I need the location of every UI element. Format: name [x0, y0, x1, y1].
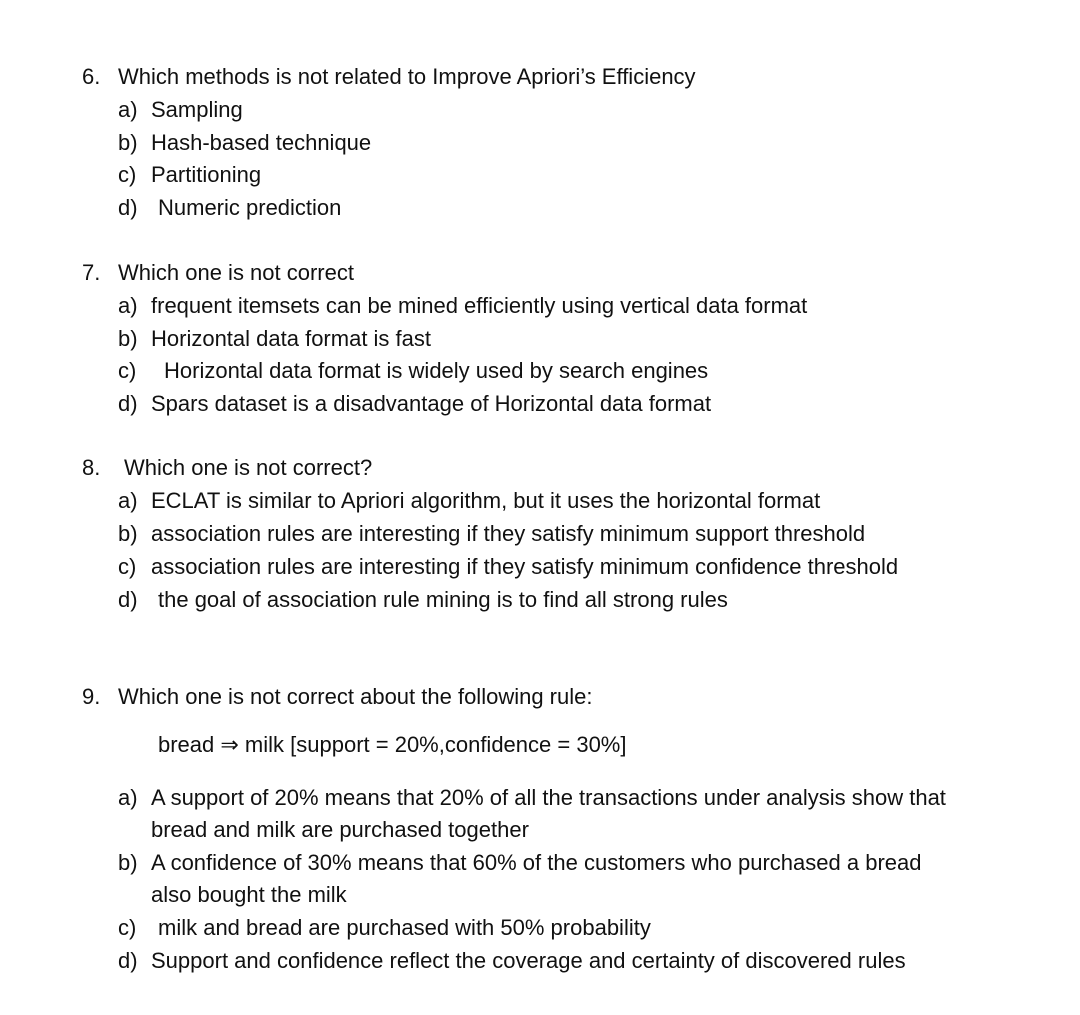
- question-9: [0, 684, 1080, 710]
- question-6: [0, 64, 1080, 90]
- option-6b: [0, 130, 1080, 156]
- question-7: [0, 260, 1080, 286]
- question-number: 8.: [82, 455, 101, 480]
- option-9b-continued: [0, 882, 1080, 908]
- option-letter: a): [118, 488, 138, 513]
- option-8b: [0, 521, 1080, 547]
- option-9a: [0, 785, 1080, 811]
- option-6c: [0, 162, 1080, 188]
- option-9b: [0, 850, 1080, 876]
- question-number: 7.: [82, 260, 101, 285]
- option-8a: [0, 488, 1080, 514]
- option-text: Numeric prediction: [158, 195, 342, 220]
- option-7a: [0, 293, 1080, 319]
- option-text-continued: also bought the milk: [151, 882, 347, 907]
- option-text: A confidence of 30% means that 60% of the customers who purchased a bread: [151, 850, 922, 875]
- option-9c: [0, 915, 1080, 941]
- question-prompt: Which one is not correct: [118, 260, 354, 285]
- option-letter: d): [118, 391, 138, 416]
- option-text: association rules are interesting if they satisfy minimum support threshold: [151, 521, 866, 546]
- option-letter: c): [118, 554, 137, 579]
- option-text: Hash-based technique: [151, 130, 372, 155]
- option-letter: b): [118, 521, 138, 546]
- option-letter: a): [118, 97, 138, 122]
- option-text: milk and bread are purchased with 50% probability: [158, 915, 651, 940]
- option-text: Partitioning: [151, 162, 262, 187]
- option-text: Horizontal data format is widely used by search engines: [164, 358, 709, 383]
- question-8: [0, 455, 1080, 481]
- option-8d: [0, 587, 1080, 613]
- option-text: Sampling: [151, 97, 243, 122]
- option-letter: b): [118, 326, 138, 351]
- option-letter: a): [118, 785, 138, 810]
- option-9a-continued: [0, 817, 1080, 843]
- option-text: frequent itemsets can be mined efficiently using vertical data format: [151, 293, 808, 318]
- rule-text: bread ⇒ milk [support = 20%,confidence = 30%]: [158, 732, 627, 757]
- rule-formula: [0, 732, 1080, 758]
- question-number: 9.: [82, 684, 101, 709]
- option-7b: [0, 326, 1080, 352]
- option-7d: [0, 391, 1080, 417]
- option-letter: d): [118, 195, 138, 220]
- option-7c: [0, 358, 1080, 384]
- question-prompt: Which one is not correct about the following rule:: [118, 684, 593, 709]
- question-number: 6.: [82, 64, 101, 89]
- option-letter: b): [118, 130, 138, 155]
- option-text: Spars dataset is a disadvantage of Horizontal data format: [151, 391, 712, 416]
- option-text: A support of 20% means that 20% of all the transactions under analysis show that: [151, 785, 946, 810]
- option-text: association rules are interesting if they satisfy minimum confidence threshold: [151, 554, 899, 579]
- option-letter: c): [118, 162, 137, 187]
- option-8c: [0, 554, 1080, 580]
- option-text-continued: bread and milk are purchased together: [151, 817, 529, 842]
- option-letter: b): [118, 850, 138, 875]
- option-letter: c): [118, 358, 137, 383]
- option-text: Support and confidence reflect the coverage and certainty of discovered rules: [151, 948, 906, 973]
- option-letter: a): [118, 293, 138, 318]
- option-letter: c): [118, 915, 137, 940]
- option-6d: [0, 195, 1080, 221]
- option-6a: [0, 97, 1080, 123]
- question-prompt: Which one is not correct?: [124, 455, 373, 480]
- question-prompt: Which methods is not related to Improve Apriori’s Efficiency: [118, 64, 696, 89]
- option-text: Horizontal data format is fast: [151, 326, 432, 351]
- option-text: the goal of association rule mining is to find all strong rules: [158, 587, 728, 612]
- option-text: ECLAT is similar to Apriori algorithm, but it uses the horizontal format: [151, 488, 821, 513]
- option-9d: [0, 948, 1080, 974]
- option-letter: d): [118, 948, 138, 973]
- option-letter: d): [118, 587, 138, 612]
